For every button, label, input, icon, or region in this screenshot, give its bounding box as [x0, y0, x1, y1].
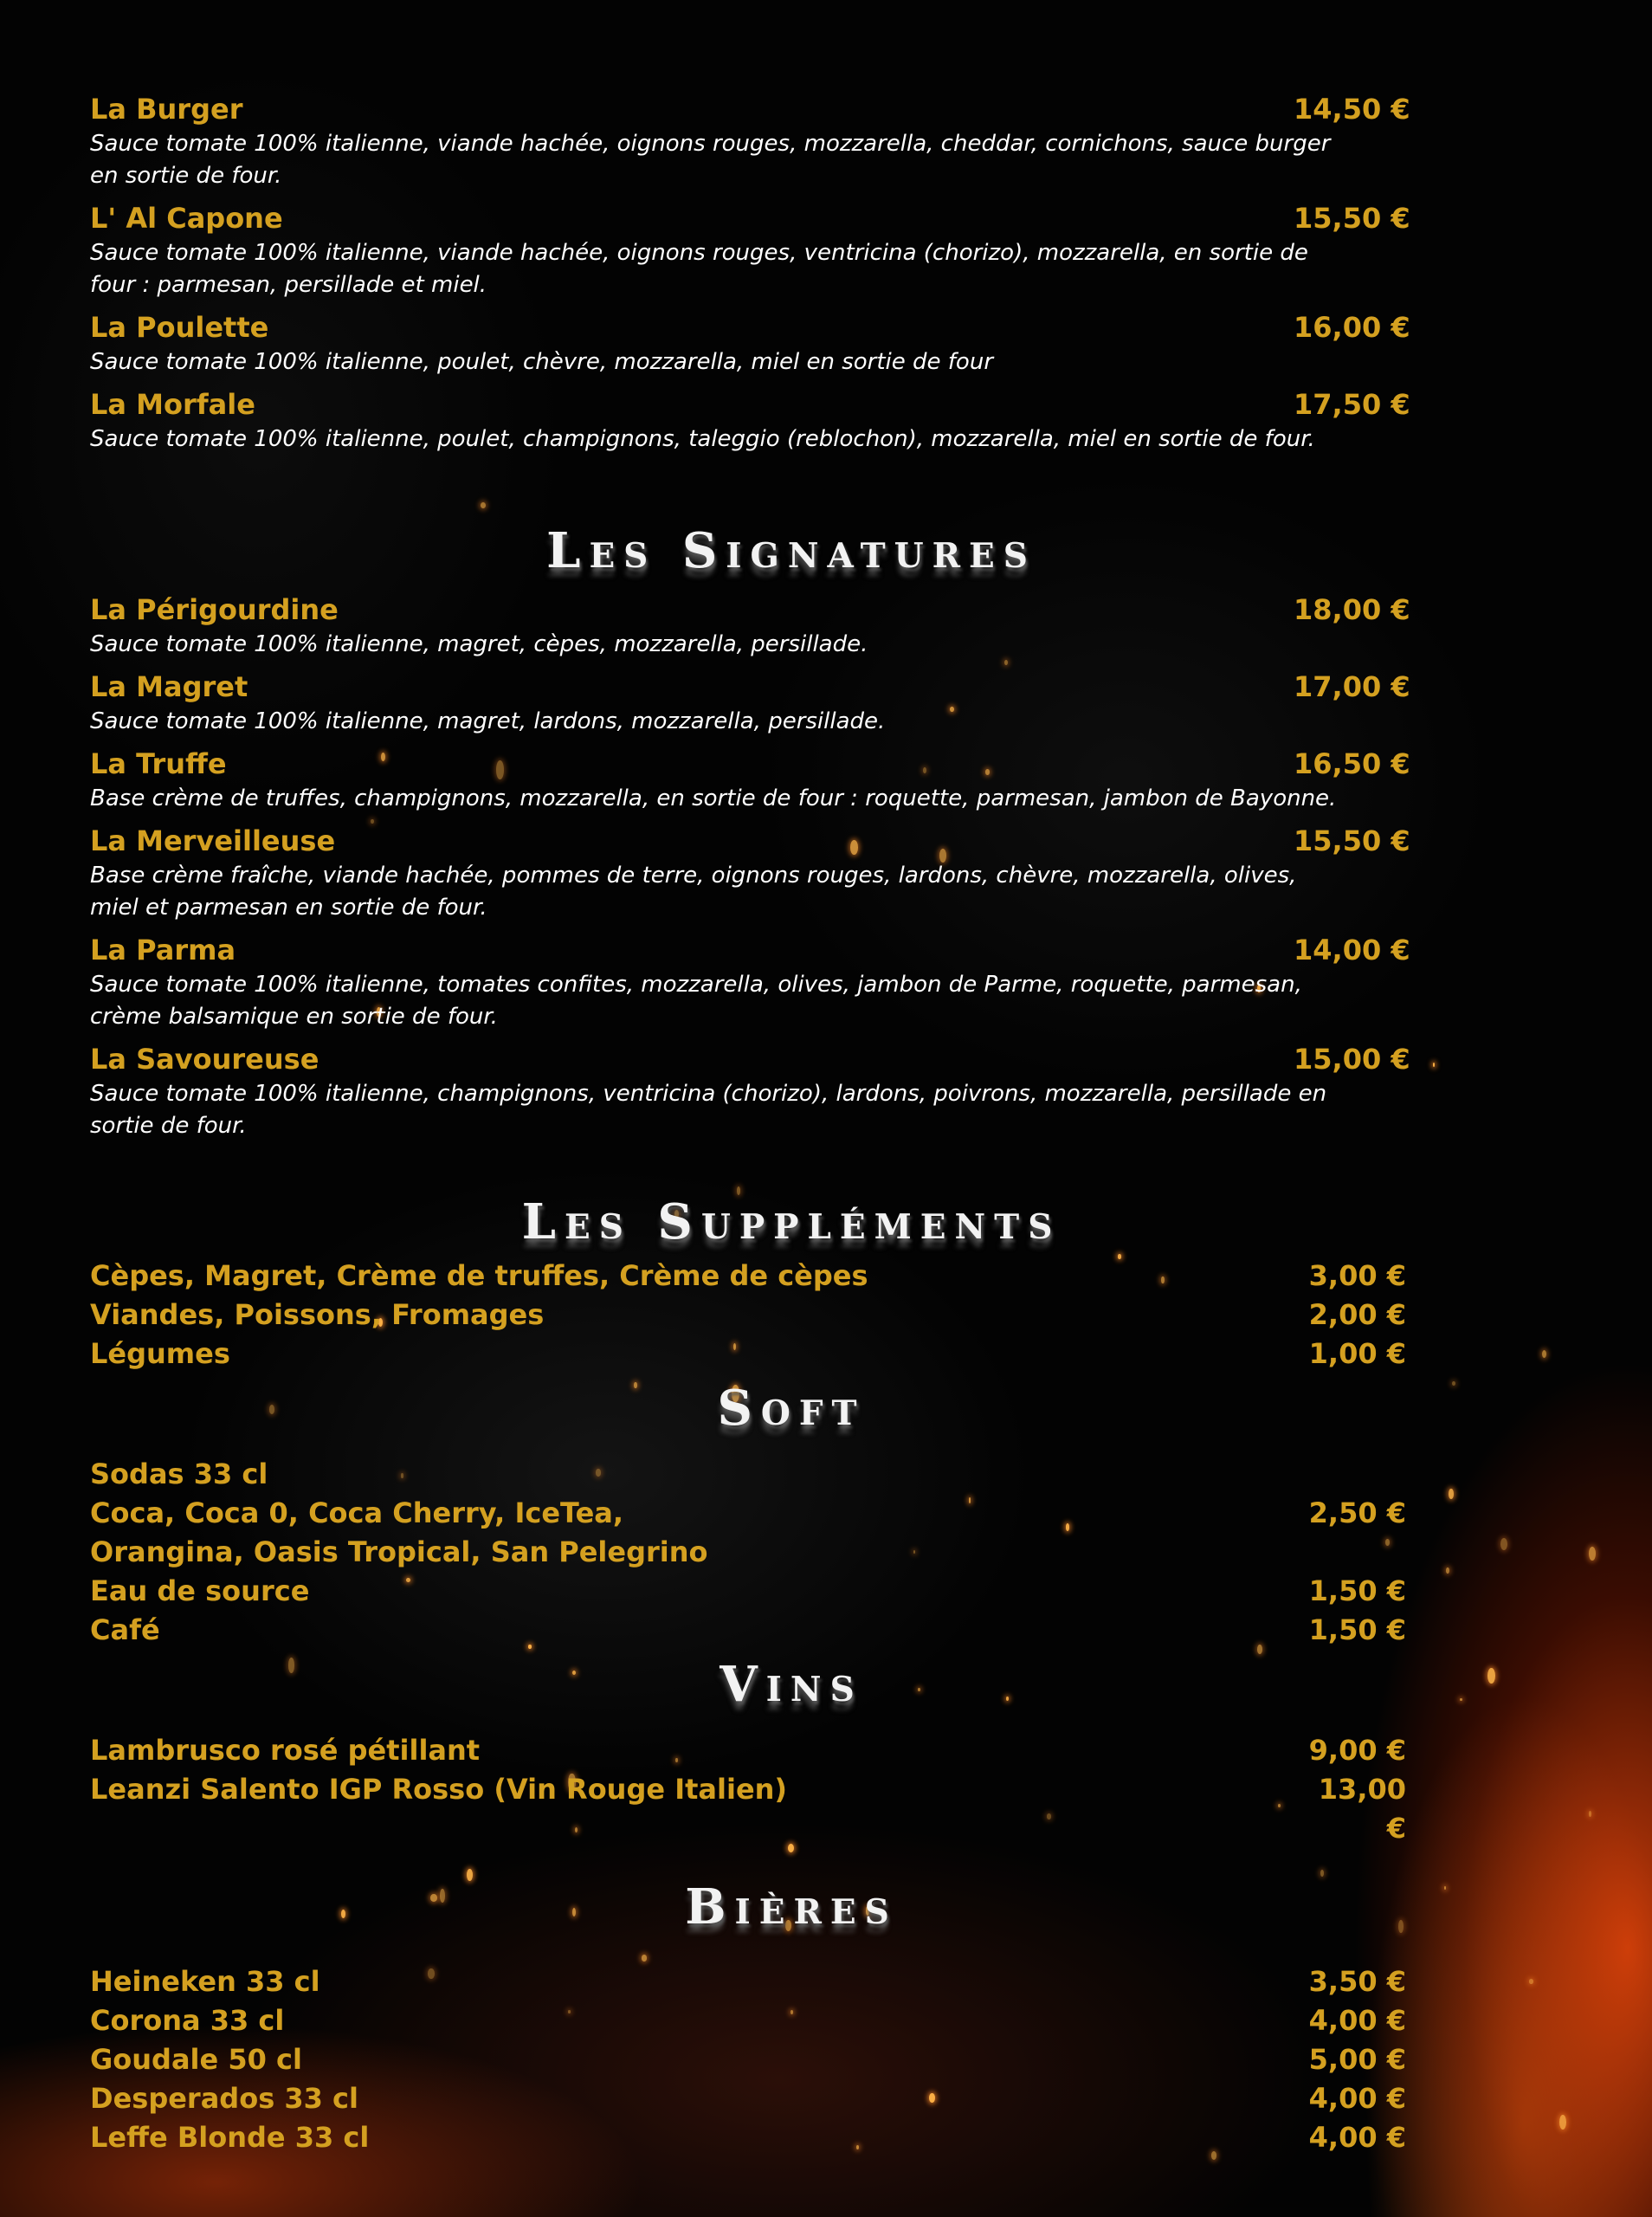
- row-price: 9,00 €: [1308, 1734, 1406, 1767]
- row-label: Cèpes, Magret, Crème de truffes, Crème de cèpes: [90, 1259, 868, 1292]
- section-title-bieres: Bières: [685, 1878, 898, 1936]
- row-label: Coca, Coca 0, Coca Cherry, IceTea,: [90, 1496, 624, 1529]
- row-price: 2,50 €: [1308, 1496, 1406, 1529]
- item-description: Sauce tomate 100% italienne, poulet, chèvre, mozzarella, miel en sortie de four: [90, 349, 994, 375]
- ember-spark: [1449, 1489, 1453, 1499]
- item-price: 14,00 €: [1294, 934, 1410, 966]
- row-label: Lambrusco rosé pétillant: [90, 1734, 481, 1767]
- row-price: 1,50 €: [1308, 1613, 1406, 1646]
- ember-spark: [1529, 1979, 1533, 1984]
- section-title-supplements: Les Suppléments: [521, 1193, 1062, 1251]
- item-price: 18,00 €: [1294, 593, 1410, 626]
- row-price: [1294, 1455, 1406, 1494]
- soft-list: [90, 1455, 1423, 1650]
- price-row: [90, 1962, 1406, 2001]
- row-label: Viandes, Poissons, Fromages: [90, 1298, 545, 1331]
- menu-item: [90, 385, 1423, 456]
- row-label: Orangina, Oasis Tropical, San Pelegrino: [90, 1535, 708, 1568]
- price-row: [90, 1770, 1406, 1848]
- menu-item: [90, 199, 1423, 301]
- menu-item: [90, 90, 1423, 192]
- ember-spark: [1446, 1567, 1449, 1574]
- item-name: La Poulette: [90, 311, 269, 344]
- row-label: Eau de source: [90, 1574, 310, 1607]
- item-description: Sauce tomate 100% italienne, poulet, champignons, taleggio (reblochon), mozzarella, miel en sortie de four.: [90, 426, 1315, 452]
- item-name: La Périgourdine: [90, 593, 339, 626]
- menu-page: [90, 90, 1423, 2157]
- item-description: Sauce tomate 100% italienne, magret, lardons, mozzarella, persillade.: [90, 708, 886, 734]
- item-price: 17,50 €: [1294, 388, 1410, 421]
- menu-item: [90, 1040, 1423, 1142]
- item-name: La Truffe: [90, 747, 227, 780]
- item-description: Base crème fraîche, viande hachée, pommes de terre, oignons rouges, lardons, chèvre, mozzarella, olives, miel et parmesan en sortie de four.: [90, 863, 1297, 921]
- ember-spark: [1542, 1350, 1546, 1358]
- row-price: 4,00 €: [1308, 2082, 1406, 2115]
- pizzas-top-list: [90, 90, 1423, 456]
- ember-spark: [1500, 1538, 1507, 1550]
- price-row: [90, 1731, 1406, 1770]
- supplements-list: [90, 1257, 1423, 1374]
- row-price: 2,00 €: [1308, 1298, 1406, 1331]
- menu-item: [90, 931, 1423, 1033]
- price-row: [90, 1611, 1406, 1650]
- row-label: Leanzi Salento IGP Rosso (Vin Rouge Italien): [90, 1773, 788, 1806]
- menu-item: [90, 745, 1423, 815]
- item-description: Sauce tomate 100% italienne, tomates confites, mozzarella, olives, jambon de Parme, roquette, parmesan, crème balsamique en sortie de four.: [90, 972, 1302, 1030]
- price-row: [90, 2001, 1406, 2040]
- item-description: Sauce tomate 100% italienne, viande hachée, oignons rouges, mozzarella, cheddar, cornichons, sauce burger en sortie de four.: [90, 131, 1331, 189]
- row-price: 5,00 €: [1308, 2043, 1406, 2076]
- price-row: [90, 2040, 1406, 2079]
- section-title-signatures: Les Signatures: [546, 522, 1036, 579]
- price-row: [90, 1455, 1406, 1494]
- price-row: [90, 2079, 1406, 2118]
- row-price: 1,00 €: [1308, 1337, 1406, 1370]
- row-label: Leffe Blonde 33 cl: [90, 2121, 370, 2154]
- item-name: La Merveilleuse: [90, 824, 336, 857]
- row-price: 4,00 €: [1308, 2004, 1406, 2037]
- vins-list: [90, 1731, 1423, 1848]
- row-price: [1294, 1533, 1406, 1572]
- row-price: 4,00 €: [1308, 2121, 1406, 2154]
- row-label: Goudale 50 cl: [90, 2043, 302, 2076]
- row-price: 1,50 €: [1308, 1574, 1406, 1607]
- price-row: [90, 1494, 1406, 1533]
- price-row: [90, 1296, 1406, 1335]
- menu-item: [90, 591, 1423, 661]
- item-name: La Morfale: [90, 388, 255, 421]
- item-price: 16,00 €: [1294, 311, 1410, 344]
- row-label: Café: [90, 1613, 160, 1646]
- section-title-vins: Vins: [720, 1656, 863, 1713]
- bieres-list: [90, 1962, 1423, 2157]
- item-price: 15,50 €: [1294, 824, 1410, 857]
- price-row: [90, 1572, 1406, 1611]
- menu-item: [90, 308, 1423, 378]
- row-label: Heineken 33 cl: [90, 1965, 320, 1998]
- row-label: Corona 33 cl: [90, 2004, 285, 2037]
- item-description: Base crème de truffes, champignons, mozzarella, en sortie de four : roquette, parmesan, jambon de Bayonne.: [90, 785, 1337, 811]
- row-price: 13,00 €: [1318, 1773, 1406, 1845]
- item-price: 15,50 €: [1294, 202, 1410, 235]
- price-row: [90, 1257, 1406, 1296]
- signatures-list: [90, 591, 1423, 1142]
- item-price: 14,50 €: [1294, 93, 1410, 126]
- row-label: Desperados 33 cl: [90, 2082, 358, 2115]
- row-label: Sodas 33 cl: [90, 1458, 268, 1490]
- price-row: [90, 2118, 1406, 2157]
- row-price: 3,50 €: [1308, 1965, 1406, 1998]
- item-description: Sauce tomate 100% italienne, magret, cèpes, mozzarella, persillade.: [90, 631, 868, 657]
- menu-item: [90, 668, 1423, 738]
- item-name: La Magret: [90, 670, 248, 703]
- price-row: [90, 1335, 1406, 1374]
- row-price: 3,00 €: [1308, 1259, 1406, 1292]
- price-row: [90, 1533, 1406, 1572]
- item-price: 16,50 €: [1294, 747, 1410, 780]
- item-name: La Savoureuse: [90, 1043, 319, 1076]
- item-name: La Parma: [90, 934, 236, 966]
- row-label: Légumes: [90, 1337, 230, 1370]
- item-price: 15,00 €: [1294, 1043, 1410, 1076]
- item-price: 17,00 €: [1294, 670, 1410, 703]
- menu-item: [90, 822, 1423, 924]
- item-description: Sauce tomate 100% italienne, champignons, ventricina (chorizo), lardons, poivrons, mozzarella, persillade en sortie de four.: [90, 1081, 1327, 1139]
- item-description: Sauce tomate 100% italienne, viande hachée, oignons rouges, ventricina (chorizo), mozzarella, en sortie de four : parmesan, persillade et miel.: [90, 240, 1308, 298]
- item-name: La Burger: [90, 93, 243, 126]
- item-name: L' Al Capone: [90, 202, 283, 235]
- section-title-soft: Soft: [717, 1380, 866, 1437]
